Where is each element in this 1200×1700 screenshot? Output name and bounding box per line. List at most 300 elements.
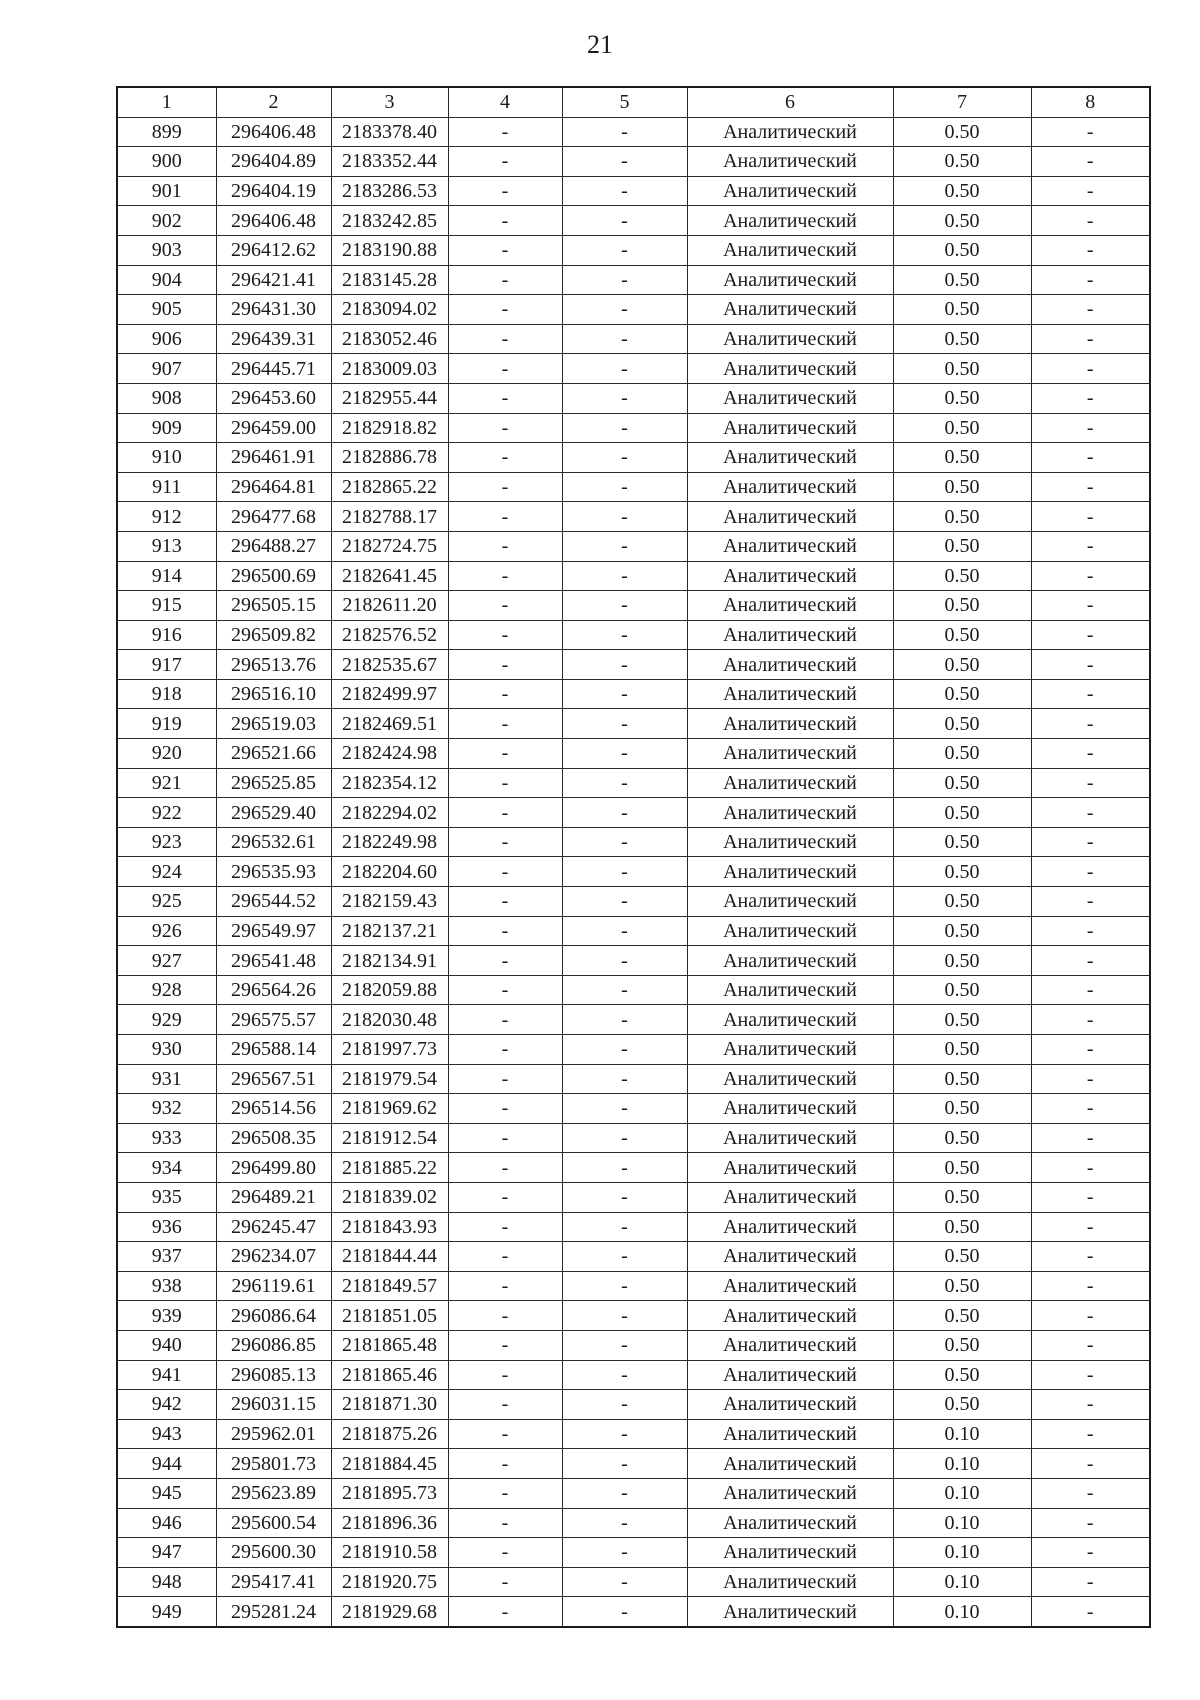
col8-cell: - [1031, 265, 1150, 295]
col4-cell: - [448, 916, 562, 946]
accuracy-cell: 0.50 [893, 975, 1031, 1005]
x-coordinate-cell: 296406.48 [216, 117, 331, 147]
table-row [117, 176, 1150, 206]
accuracy-cell: 0.50 [893, 502, 1031, 532]
method-cell: Аналитический [687, 1212, 893, 1242]
table-row [117, 798, 1150, 828]
x-coordinate-cell: 295962.01 [216, 1419, 331, 1449]
y-coordinate-cell: 2181875.26 [331, 1419, 448, 1449]
method-cell: Аналитический [687, 768, 893, 798]
col5-cell: - [562, 1360, 687, 1390]
table-row [117, 1212, 1150, 1242]
accuracy-cell: 0.50 [893, 1212, 1031, 1242]
method-cell: Аналитический [687, 975, 893, 1005]
table-row [117, 117, 1150, 147]
col4-cell: - [448, 1123, 562, 1153]
col5-cell: - [562, 1271, 687, 1301]
col5-cell: - [562, 265, 687, 295]
point-number-cell: 943 [117, 1419, 216, 1449]
y-coordinate-cell: 2181843.93 [331, 1212, 448, 1242]
table-row [117, 975, 1150, 1005]
table-row [117, 739, 1150, 769]
col4-cell: - [448, 531, 562, 561]
col8-cell: - [1031, 324, 1150, 354]
col4-cell: - [448, 739, 562, 769]
col8-cell: - [1031, 1242, 1150, 1272]
y-coordinate-cell: 2183352.44 [331, 147, 448, 177]
col8-cell: - [1031, 887, 1150, 917]
method-cell: Аналитический [687, 1242, 893, 1272]
accuracy-cell: 0.50 [893, 1064, 1031, 1094]
table-row [117, 413, 1150, 443]
x-coordinate-cell: 295623.89 [216, 1478, 331, 1508]
x-coordinate-cell: 296119.61 [216, 1271, 331, 1301]
point-number-cell: 916 [117, 620, 216, 650]
col4-cell: - [448, 1567, 562, 1597]
col5-cell: - [562, 354, 687, 384]
col4-cell: - [448, 502, 562, 532]
y-coordinate-cell: 2181997.73 [331, 1035, 448, 1065]
y-coordinate-cell: 2182611.20 [331, 591, 448, 621]
col5-cell: - [562, 176, 687, 206]
table-row [117, 1153, 1150, 1183]
col4-cell: - [448, 117, 562, 147]
col8-cell: - [1031, 798, 1150, 828]
accuracy-cell: 0.50 [893, 591, 1031, 621]
col4-cell: - [448, 1005, 562, 1035]
y-coordinate-cell: 2183052.46 [331, 324, 448, 354]
method-cell: Аналитический [687, 591, 893, 621]
col5-cell: - [562, 1597, 687, 1627]
table-row [117, 1094, 1150, 1124]
method-cell: Аналитический [687, 709, 893, 739]
col8-cell: - [1031, 1597, 1150, 1627]
col5-cell: - [562, 383, 687, 413]
y-coordinate-cell: 2182204.60 [331, 857, 448, 887]
point-number-cell: 901 [117, 176, 216, 206]
col4-cell: - [448, 443, 562, 473]
table-row [117, 857, 1150, 887]
y-coordinate-cell: 2182469.51 [331, 709, 448, 739]
col5-cell: - [562, 1478, 687, 1508]
y-coordinate-cell: 2182576.52 [331, 620, 448, 650]
col5-cell: - [562, 1538, 687, 1568]
col8-cell: - [1031, 147, 1150, 177]
col5-cell: - [562, 1419, 687, 1449]
y-coordinate-cell: 2183286.53 [331, 176, 448, 206]
accuracy-cell: 0.50 [893, 235, 1031, 265]
col4-cell: - [448, 1390, 562, 1420]
table-row [117, 1360, 1150, 1390]
x-coordinate-cell: 296234.07 [216, 1242, 331, 1272]
col8-cell: - [1031, 472, 1150, 502]
y-coordinate-cell: 2182865.22 [331, 472, 448, 502]
method-cell: Аналитический [687, 916, 893, 946]
point-number-cell: 903 [117, 235, 216, 265]
point-number-cell: 909 [117, 413, 216, 443]
method-cell: Аналитический [687, 117, 893, 147]
point-number-cell: 928 [117, 975, 216, 1005]
x-coordinate-cell: 296499.80 [216, 1153, 331, 1183]
method-cell: Аналитический [687, 502, 893, 532]
col8-cell: - [1031, 443, 1150, 473]
x-coordinate-cell: 296453.60 [216, 383, 331, 413]
point-number-cell: 932 [117, 1094, 216, 1124]
accuracy-cell: 0.50 [893, 1360, 1031, 1390]
x-coordinate-cell: 295600.54 [216, 1508, 331, 1538]
point-number-cell: 918 [117, 679, 216, 709]
accuracy-cell: 0.50 [893, 1271, 1031, 1301]
point-number-cell: 939 [117, 1301, 216, 1331]
method-cell: Аналитический [687, 1301, 893, 1331]
method-cell: Аналитический [687, 1538, 893, 1568]
accuracy-cell: 0.50 [893, 916, 1031, 946]
col8-cell: - [1031, 561, 1150, 591]
x-coordinate-cell: 296532.61 [216, 827, 331, 857]
accuracy-cell: 0.50 [893, 798, 1031, 828]
point-number-cell: 941 [117, 1360, 216, 1390]
x-coordinate-cell: 296445.71 [216, 354, 331, 384]
table-row [117, 887, 1150, 917]
col8-cell: - [1031, 295, 1150, 325]
x-coordinate-cell: 296489.21 [216, 1182, 331, 1212]
table-row [117, 1508, 1150, 1538]
x-coordinate-cell: 296549.97 [216, 916, 331, 946]
point-number-cell: 922 [117, 798, 216, 828]
y-coordinate-cell: 2181920.75 [331, 1567, 448, 1597]
x-coordinate-cell: 295600.30 [216, 1538, 331, 1568]
y-coordinate-cell: 2182955.44 [331, 383, 448, 413]
col5-cell: - [562, 887, 687, 917]
point-number-cell: 899 [117, 117, 216, 147]
col8-cell: - [1031, 1005, 1150, 1035]
col8-cell: - [1031, 916, 1150, 946]
col8-cell: - [1031, 1478, 1150, 1508]
table-row [117, 443, 1150, 473]
x-coordinate-cell: 296505.15 [216, 591, 331, 621]
table-row [117, 591, 1150, 621]
column-header: 5 [562, 87, 687, 117]
y-coordinate-cell: 2182294.02 [331, 798, 448, 828]
table-row [117, 1390, 1150, 1420]
method-cell: Аналитический [687, 295, 893, 325]
col5-cell: - [562, 443, 687, 473]
table-row [117, 916, 1150, 946]
col5-cell: - [562, 1242, 687, 1272]
col5-cell: - [562, 827, 687, 857]
x-coordinate-cell: 296564.26 [216, 975, 331, 1005]
method-cell: Аналитический [687, 1153, 893, 1183]
point-number-cell: 946 [117, 1508, 216, 1538]
col8-cell: - [1031, 502, 1150, 532]
accuracy-cell: 0.50 [893, 413, 1031, 443]
method-cell: Аналитический [687, 1182, 893, 1212]
accuracy-cell: 0.50 [893, 561, 1031, 591]
col8-cell: - [1031, 650, 1150, 680]
col4-cell: - [448, 235, 562, 265]
col4-cell: - [448, 1242, 562, 1272]
col4-cell: - [448, 472, 562, 502]
method-cell: Аналитический [687, 1390, 893, 1420]
table-row [117, 235, 1150, 265]
col8-cell: - [1031, 1330, 1150, 1360]
x-coordinate-cell: 296541.48 [216, 946, 331, 976]
col8-cell: - [1031, 1567, 1150, 1597]
col5-cell: - [562, 147, 687, 177]
method-cell: Аналитический [687, 1597, 893, 1627]
col8-cell: - [1031, 117, 1150, 147]
col5-cell: - [562, 1390, 687, 1420]
y-coordinate-cell: 2181969.62 [331, 1094, 448, 1124]
col5-cell: - [562, 502, 687, 532]
x-coordinate-cell: 296404.89 [216, 147, 331, 177]
y-coordinate-cell: 2182724.75 [331, 531, 448, 561]
col8-cell: - [1031, 1212, 1150, 1242]
col4-cell: - [448, 975, 562, 1005]
col4-cell: - [448, 324, 562, 354]
point-number-cell: 930 [117, 1035, 216, 1065]
x-coordinate-cell: 296514.56 [216, 1094, 331, 1124]
col4-cell: - [448, 1449, 562, 1479]
method-cell: Аналитический [687, 1360, 893, 1390]
x-coordinate-cell: 295281.24 [216, 1597, 331, 1627]
x-coordinate-cell: 296521.66 [216, 739, 331, 769]
table-row [117, 206, 1150, 236]
col5-cell: - [562, 1301, 687, 1331]
y-coordinate-cell: 2182059.88 [331, 975, 448, 1005]
x-coordinate-cell: 296086.85 [216, 1330, 331, 1360]
table-row [117, 472, 1150, 502]
y-coordinate-cell: 2182918.82 [331, 413, 448, 443]
method-cell: Аналитический [687, 1567, 893, 1597]
y-coordinate-cell: 2181871.30 [331, 1390, 448, 1420]
point-number-cell: 935 [117, 1182, 216, 1212]
col5-cell: - [562, 1449, 687, 1479]
col5-cell: - [562, 1567, 687, 1597]
table-row [117, 709, 1150, 739]
accuracy-cell: 0.50 [893, 147, 1031, 177]
y-coordinate-cell: 2182641.45 [331, 561, 448, 591]
method-cell: Аналитический [687, 147, 893, 177]
point-number-cell: 900 [117, 147, 216, 177]
y-coordinate-cell: 2181912.54 [331, 1123, 448, 1153]
point-number-cell: 931 [117, 1064, 216, 1094]
accuracy-cell: 0.10 [893, 1567, 1031, 1597]
y-coordinate-cell: 2181851.05 [331, 1301, 448, 1331]
table-row [117, 1064, 1150, 1094]
point-number-cell: 929 [117, 1005, 216, 1035]
y-coordinate-cell: 2182030.48 [331, 1005, 448, 1035]
col4-cell: - [448, 1035, 562, 1065]
point-number-cell: 905 [117, 295, 216, 325]
col8-cell: - [1031, 709, 1150, 739]
col4-cell: - [448, 709, 562, 739]
col8-cell: - [1031, 620, 1150, 650]
x-coordinate-cell: 296588.14 [216, 1035, 331, 1065]
col4-cell: - [448, 1064, 562, 1094]
col8-cell: - [1031, 946, 1150, 976]
y-coordinate-cell: 2181929.68 [331, 1597, 448, 1627]
point-number-cell: 948 [117, 1567, 216, 1597]
col5-cell: - [562, 1064, 687, 1094]
col8-cell: - [1031, 1153, 1150, 1183]
col4-cell: - [448, 1153, 562, 1183]
y-coordinate-cell: 2183145.28 [331, 265, 448, 295]
col4-cell: - [448, 561, 562, 591]
col5-cell: - [562, 975, 687, 1005]
col5-cell: - [562, 620, 687, 650]
table-row [117, 295, 1150, 325]
y-coordinate-cell: 2183094.02 [331, 295, 448, 325]
col5-cell: - [562, 324, 687, 354]
method-cell: Аналитический [687, 798, 893, 828]
column-header: 7 [893, 87, 1031, 117]
col5-cell: - [562, 1094, 687, 1124]
y-coordinate-cell: 2182424.98 [331, 739, 448, 769]
table-row [117, 147, 1150, 177]
col4-cell: - [448, 620, 562, 650]
point-number-cell: 949 [117, 1597, 216, 1627]
method-cell: Аналитический [687, 1064, 893, 1094]
col5-cell: - [562, 413, 687, 443]
x-coordinate-cell: 295417.41 [216, 1567, 331, 1597]
method-cell: Аналитический [687, 1271, 893, 1301]
accuracy-cell: 0.50 [893, 295, 1031, 325]
y-coordinate-cell: 2181844.44 [331, 1242, 448, 1272]
x-coordinate-cell: 296477.68 [216, 502, 331, 532]
accuracy-cell: 0.50 [893, 620, 1031, 650]
col5-cell: - [562, 946, 687, 976]
col8-cell: - [1031, 1538, 1150, 1568]
accuracy-cell: 0.10 [893, 1449, 1031, 1479]
col5-cell: - [562, 1123, 687, 1153]
y-coordinate-cell: 2182134.91 [331, 946, 448, 976]
point-number-cell: 919 [117, 709, 216, 739]
method-cell: Аналитический [687, 206, 893, 236]
coordinates-table [116, 86, 1151, 1628]
accuracy-cell: 0.10 [893, 1508, 1031, 1538]
accuracy-cell: 0.50 [893, 1182, 1031, 1212]
method-cell: Аналитический [687, 1005, 893, 1035]
point-number-cell: 938 [117, 1271, 216, 1301]
col4-cell: - [448, 768, 562, 798]
col8-cell: - [1031, 1360, 1150, 1390]
method-cell: Аналитический [687, 1508, 893, 1538]
col8-cell: - [1031, 739, 1150, 769]
x-coordinate-cell: 296519.03 [216, 709, 331, 739]
table-row [117, 827, 1150, 857]
point-number-cell: 902 [117, 206, 216, 236]
y-coordinate-cell: 2182249.98 [331, 827, 448, 857]
table-row [117, 502, 1150, 532]
col5-cell: - [562, 1005, 687, 1035]
col8-cell: - [1031, 591, 1150, 621]
x-coordinate-cell: 296431.30 [216, 295, 331, 325]
x-coordinate-cell: 296439.31 [216, 324, 331, 354]
x-coordinate-cell: 296529.40 [216, 798, 331, 828]
col4-cell: - [448, 650, 562, 680]
x-coordinate-cell: 295801.73 [216, 1449, 331, 1479]
y-coordinate-cell: 2181865.48 [331, 1330, 448, 1360]
col4-cell: - [448, 295, 562, 325]
table-row [117, 561, 1150, 591]
accuracy-cell: 0.10 [893, 1419, 1031, 1449]
col5-cell: - [562, 1153, 687, 1183]
col5-cell: - [562, 591, 687, 621]
col4-cell: - [448, 1301, 562, 1331]
method-cell: Аналитический [687, 413, 893, 443]
accuracy-cell: 0.50 [893, 1094, 1031, 1124]
col4-cell: - [448, 1478, 562, 1508]
col4-cell: - [448, 1597, 562, 1627]
method-cell: Аналитический [687, 827, 893, 857]
table-row [117, 620, 1150, 650]
col5-cell: - [562, 472, 687, 502]
col4-cell: - [448, 265, 562, 295]
col4-cell: - [448, 206, 562, 236]
col5-cell: - [562, 295, 687, 325]
table-row [117, 1242, 1150, 1272]
col5-cell: - [562, 709, 687, 739]
col4-cell: - [448, 679, 562, 709]
point-number-cell: 915 [117, 591, 216, 621]
table-row [117, 1449, 1150, 1479]
column-header: 6 [687, 87, 893, 117]
accuracy-cell: 0.50 [893, 887, 1031, 917]
table-body [117, 117, 1150, 1627]
table-row [117, 531, 1150, 561]
x-coordinate-cell: 296535.93 [216, 857, 331, 887]
col5-cell: - [562, 679, 687, 709]
y-coordinate-cell: 2181885.22 [331, 1153, 448, 1183]
y-coordinate-cell: 2182788.17 [331, 502, 448, 532]
col8-cell: - [1031, 206, 1150, 236]
col4-cell: - [448, 1508, 562, 1538]
accuracy-cell: 0.10 [893, 1478, 1031, 1508]
point-number-cell: 944 [117, 1449, 216, 1479]
table-row [117, 1301, 1150, 1331]
col4-cell: - [448, 1360, 562, 1390]
col4-cell: - [448, 857, 562, 887]
col8-cell: - [1031, 413, 1150, 443]
x-coordinate-cell: 296459.00 [216, 413, 331, 443]
column-header: 3 [331, 87, 448, 117]
method-cell: Аналитический [687, 887, 893, 917]
method-cell: Аналитический [687, 1035, 893, 1065]
point-number-cell: 947 [117, 1538, 216, 1568]
col5-cell: - [562, 739, 687, 769]
table-row [117, 1419, 1150, 1449]
table-header-row [117, 87, 1150, 117]
y-coordinate-cell: 2183009.03 [331, 354, 448, 384]
col8-cell: - [1031, 1123, 1150, 1153]
point-number-cell: 940 [117, 1330, 216, 1360]
method-cell: Аналитический [687, 620, 893, 650]
col4-cell: - [448, 354, 562, 384]
col5-cell: - [562, 235, 687, 265]
point-number-cell: 923 [117, 827, 216, 857]
col4-cell: - [448, 383, 562, 413]
point-number-cell: 921 [117, 768, 216, 798]
point-number-cell: 911 [117, 472, 216, 502]
col5-cell: - [562, 531, 687, 561]
table-row [117, 650, 1150, 680]
table-row [117, 1597, 1150, 1627]
col4-cell: - [448, 1419, 562, 1449]
column-header: 2 [216, 87, 331, 117]
x-coordinate-cell: 296245.47 [216, 1212, 331, 1242]
y-coordinate-cell: 2181979.54 [331, 1064, 448, 1094]
